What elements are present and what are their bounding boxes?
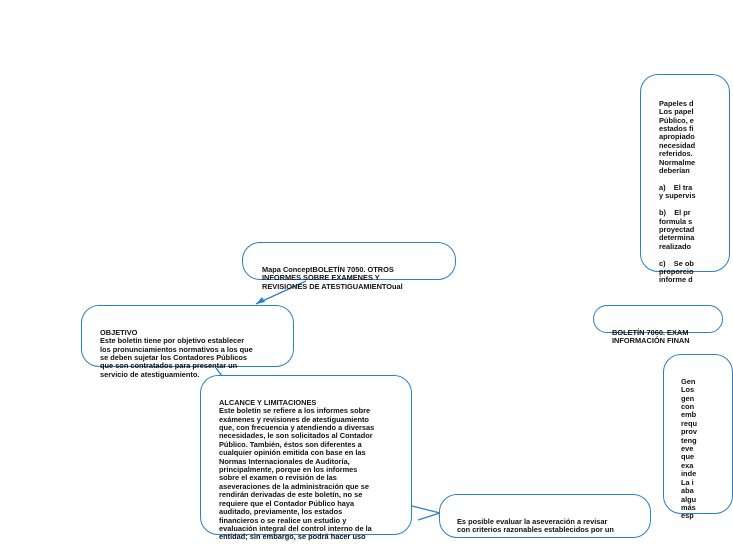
generalidades-node[interactable] — [663, 354, 733, 521]
boletin-7060-node-text: BOLETÍN 7060. EXAM INFORMACIÓN FINAN — [612, 327, 690, 346]
evaluar-node[interactable] — [439, 494, 651, 538]
connector-evaluar-alcance — [418, 513, 440, 520]
generalidades-node-text: Gen Los gen con emb requ prov teng eve que exa inde La i aba algu más esp — [681, 376, 698, 521]
connector-alcance-evaluar — [412, 506, 440, 513]
objetivo-node-text: OBJETIVO Este boletín tiene por objetivo establecer los pronunciamientos normativos a los que se deben sujetar los Contadores Públicos que son contratados para presentar un servicio de atestiguamiento. — [100, 327, 253, 379]
alcance-node-text: ALCANCE Y LIMITACIONES Este boletín se refiere a los informes sobre exámenes y revisiones de atestiguamiento que, con frecuencia y atendiendo a diversas necesidades, le son solicitados al Contador Público. También, éstos son diferentes a cualquier opinión emitida con base en las Normas Internacionales de Auditoría, principalmente, porque en los informes sobre el examen o revisión de las aseveraciones de la administración que se rendirán derivadas de este boletín, no se requiere que el Contador Público haya auditado, previamente, los estados financieros o se realice un estudio y evaluación integral del control interno de la entidad; sin embargo, se podrá hacer uso — [219, 397, 375, 542]
papeles-node-text: Papeles d Los papel Público, e estados fi apropiado necesidad referidos. Normalme deberían a) El tra y supervis b) El pr formula s proyectad determina realizado c) Se ob proporcio informe d — [659, 98, 696, 285]
alcance-node[interactable] — [200, 375, 412, 542]
evaluar-node-text: Es posible evaluar la aseveración a revisar con criterios razonables establecidos por un — [457, 516, 614, 535]
root-node[interactable] — [242, 242, 456, 291]
root-node-text: Mapa ConceptBOLETÍN 7050. OTROS INFORMES SOBRE EXAMENES Y REVISIONES DE ATESTIGUAMIENTOual — [262, 264, 403, 291]
boletin-7060-node[interactable] — [593, 305, 723, 346]
papeles-node[interactable] — [640, 74, 730, 285]
objetivo-node[interactable] — [81, 305, 294, 379]
